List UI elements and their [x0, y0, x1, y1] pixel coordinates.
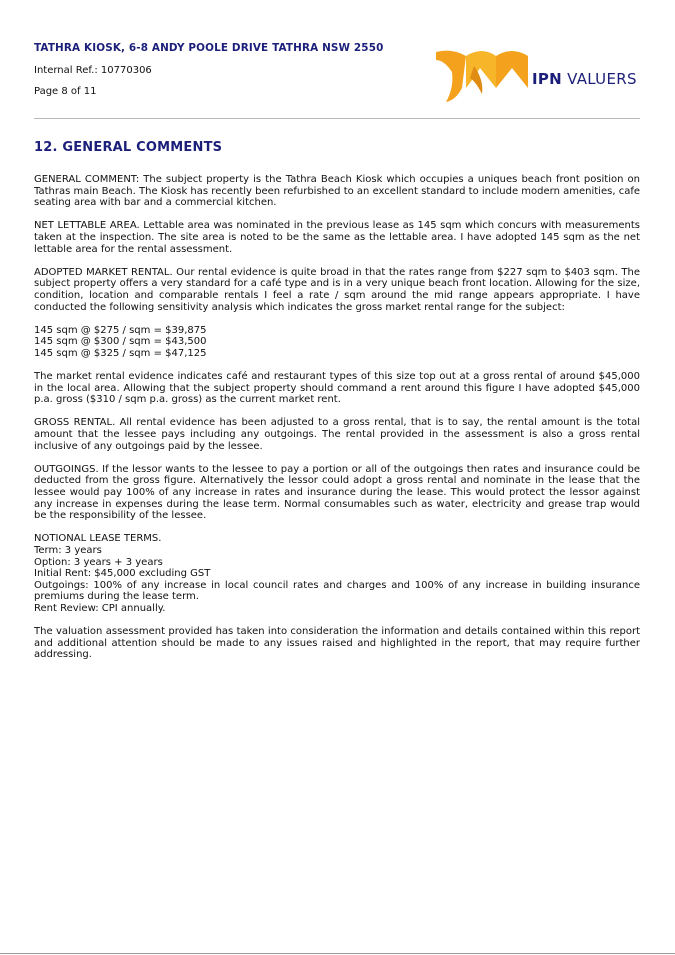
notional-option: Option: 3 years + 3 years [34, 556, 163, 568]
notional-initial-rent: Initial Rent: $45,000 excluding GST [34, 568, 211, 580]
general-comment-paragraph: GENERAL COMMENT: The subject property is the Tathra Beach Kiosk which occupies a uniques beach front position on Tathras main Beach. The Kiosk has recently been refurbished to an excellent standard to include modern amenities, cafe seating area with bar and a commercial kitchen. [34, 174, 640, 209]
adopted-market-rental-paragraph: ADOPTED MARKET RENTAL. Our rental evidence is quite broad in that the rates range from $227 sqm to $403 sqm. The subject property offers a very standard for a café type and is in a very unique beach front location. Allowing for the size, condition, location and comparable rentals I feel a rate / sqm around the mid range appears appropriate. I have conducted the following sensitivity analysis which indicates the gross market rental range for the subject: [34, 266, 640, 313]
page-number: Page 8 of 11 [34, 86, 97, 97]
document-body [34, 174, 640, 673]
notional-lease-terms [34, 533, 640, 614]
internal-ref: Internal Ref.: 10770306 [34, 65, 152, 76]
notional-title: NOTIONAL LEASE TERMS. [34, 533, 162, 545]
gross-rental-paragraph: GROSS RENTAL. All rental evidence has been adjusted to a gross rental, that is to say, the rental amount is the total amount that the lessee pays including any outgoings. The rental provided in the assessment is also a gross rental inclusive of any outgoings paid by the lessee. [34, 417, 640, 452]
page-header [34, 0, 640, 119]
net-lettable-area-paragraph: NET LETTABLE AREA. Lettable area was nominated in the previous lease as 145 sqm which concurs with measurements taken at the inspection. The site area is noted to be the same as the lettable area. I have adopted 145 sqm as the net lettable area for the rental assessment. [34, 220, 640, 255]
notional-outgoings: Outgoings: 100% of any increase in local council rates and charges and 100% of any increase in building insurance premiums during the lease term. [34, 579, 640, 603]
logo-wordmark [532, 70, 637, 88]
footer-divider [0, 953, 675, 954]
outgoings-paragraph: OUTGOINGS. If the lessor wants to the lessee to pay a portion or all of the outgoings then rates and insurance could be deducted from the gross figure. Alternatively the lessor could adopt a gross rental and nominate in the lease that the lessee would pay 100% of any increase in rates and insurance during the lease. This would protect the lessor against any increase in expenses during the lease term. Normal consumables such as water, electricity and grease trap would be the responsibility of the lessee. [34, 463, 640, 522]
ipn-logo-icon [434, 48, 530, 106]
market-rental-paragraph: The market rental evidence indicates café and restaurant types of this size top out at a gross rental of around $45,000 in the local area. Allowing that the subject property should command a rent around this figure I have adopted $45,000 p.a. gross ($310 / sqm p.a. gross) as the current market rent. [34, 371, 640, 406]
company-logo [434, 48, 637, 106]
sensitivity-line: 145 sqm @ $325 / sqm = $47,125 [34, 347, 207, 359]
closing-paragraph: The valuation assessment provided has taken into consideration the information and details contained within this report and additional attention should be made to any issues raised and highlighted in the report, that may require further addressing. [34, 626, 640, 661]
notional-term: Term: 3 years [34, 545, 102, 556]
logo-suffix: VALUERS [567, 70, 637, 88]
logo-prefix: IPN [532, 70, 563, 88]
sensitivity-line: 145 sqm @ $300 / sqm = $43,500 [34, 336, 207, 348]
sensitivity-line: 145 sqm @ $275 / sqm = $39,875 [34, 324, 207, 336]
section-title: 12. GENERAL COMMENTS [34, 140, 223, 155]
sensitivity-analysis [34, 325, 640, 360]
header-divider [34, 118, 640, 119]
property-title: TATHRA KIOSK, 6-8 ANDY POOLE DRIVE TATHRA NSW 2550 [34, 42, 384, 54]
notional-rent-review: Rent Review: CPI annually. [34, 602, 166, 614]
